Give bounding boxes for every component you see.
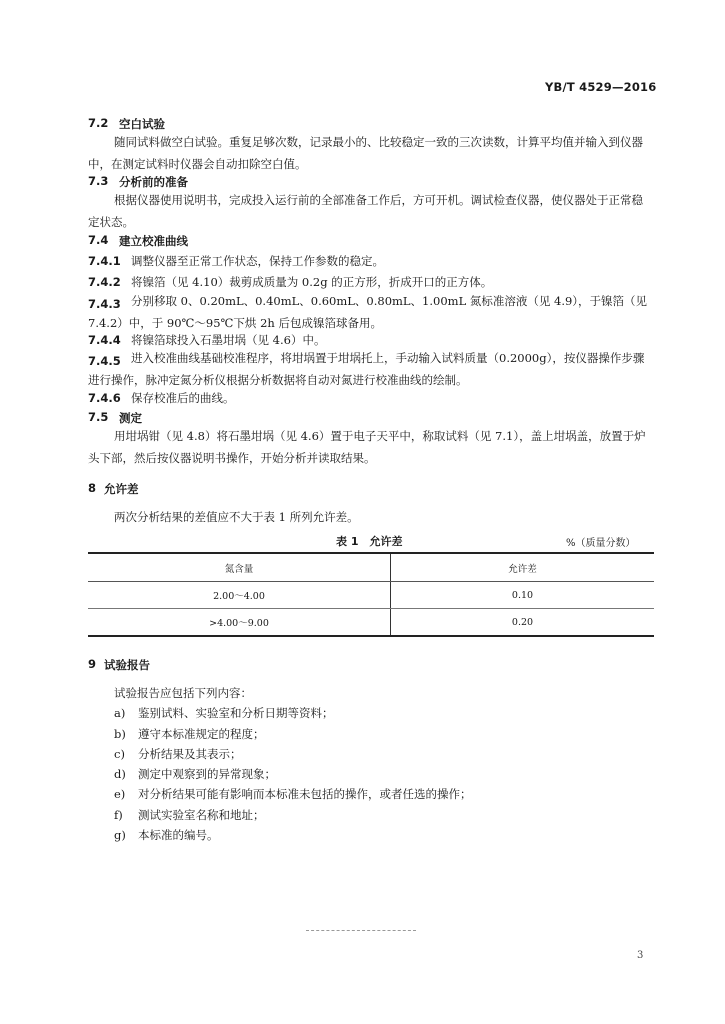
report-item-label: b) — [114, 727, 126, 741]
section-7-2-number: 7.2 — [88, 116, 109, 130]
report-item-text: 测定中观察到的异常现象； — [138, 767, 276, 781]
table-cell-nitrogen: 2.00～4.00 — [88, 582, 391, 609]
table-header-row — [88, 553, 654, 582]
section-7-4-6-text: 保存校准后的曲线。 — [131, 391, 235, 405]
report-item-label: f) — [114, 808, 123, 822]
footer-divider — [306, 930, 416, 931]
report-item-text: 测试实验室名称和地址； — [138, 808, 265, 822]
table-row — [88, 609, 654, 637]
section-7-4-number: 7.4 — [88, 233, 109, 247]
section-8-number: 8 — [88, 481, 97, 495]
standard-code: YB/T 4529—2016 — [545, 80, 657, 94]
table-caption: 表 1 允许差 — [336, 535, 403, 548]
section-7-4-5-number: 7.4.5 — [88, 354, 121, 368]
section-7-5-number: 7.5 — [88, 410, 109, 424]
report-item-label: d) — [114, 767, 126, 781]
table-cell-nitrogen: >4.00～9.00 — [88, 609, 391, 637]
section-9-title: 试验报告 — [104, 658, 150, 672]
tolerance-table — [88, 552, 654, 637]
report-item-text: 遵守本标准规定的程度； — [138, 727, 265, 741]
section-7-4-5-text: 进入校准曲线基础校准程序，将坩埚置于坩埚托上，手动输入试料质量（0.2000g），按仪器操作步骤进行操作，脉冲定氮分析仪根据分析数据将自动对氮进行校准曲线的绘制。 — [88, 351, 645, 387]
report-item-text: 本标准的编号。 — [138, 828, 219, 842]
section-7-4-1-number: 7.4.1 — [88, 254, 121, 268]
table-header-nitrogen: 氮含量 — [88, 553, 391, 582]
section-7-4-title: 建立校准曲线 — [119, 234, 188, 248]
report-item-label: a) — [114, 706, 126, 720]
report-item-text: 分析结果及其表示； — [138, 747, 242, 761]
table-header-tolerance: 允许差 — [391, 553, 655, 582]
section-7-4-6-number: 7.4.6 — [88, 391, 121, 405]
section-8-title: 允许差 — [104, 482, 139, 496]
section-7-3-text: 根据仪器使用说明书，完成投入运行前的全部准备工作后，方可开机。调试检查仪器，使仪器处于正常稳定状态。 — [88, 193, 643, 229]
section-9-intro: 试验报告应包括下列内容： — [114, 686, 252, 700]
section-7-4-2-text: 将镍箔（见 4.10）裁剪成质量为 0.2g 的正方形，折成开口的正方体。 — [131, 275, 493, 289]
table-unit: %（质量分数） — [566, 538, 636, 549]
section-7-2-text: 随同试料做空白试验。重复足够次数，记录最小的、比较稳定一致的三次读数，计算平均值并输入到仪器中，在测定试料时仪器会自动扣除空白值。 — [88, 135, 643, 171]
section-8-text: 两次分析结果的差值应不大于表 1 所列允许差。 — [114, 510, 359, 524]
section-7-3-number: 7.3 — [88, 174, 109, 188]
table-row — [88, 582, 654, 609]
page-number: 3 — [637, 950, 644, 961]
report-item-text: 鉴别试料、实验室和分析日期等资料； — [138, 706, 334, 720]
section-7-4-1-text: 调整仪器至正常工作状态，保持工作参数的稳定。 — [131, 254, 384, 268]
report-item-label: c) — [114, 747, 125, 761]
report-item-label: g) — [114, 828, 126, 842]
section-9-number: 9 — [88, 657, 97, 671]
section-7-4-2-number: 7.4.2 — [88, 275, 121, 289]
section-7-5-title: 测定 — [119, 411, 142, 425]
table-cell-tolerance: 0.10 — [391, 582, 655, 609]
section-7-4-4-text: 将镍箔球投入石墨坩埚（见 4.6）中。 — [131, 333, 326, 347]
section-7-4-3-text: 分别移取 0、0.20mL、0.40mL、0.60mL、0.80mL、1.00mL 氮标准溶液（见 4.9），于镍箔（见 7.4.2）中，于 90℃～95℃下烘 2h 后包成镍箔球备用。 — [88, 294, 648, 330]
section-7-5-text: 用坩埚钳（见 4.8）将石墨坩埚（见 4.6）置于电子天平中，称取试料（见 7.1），盖上坩埚盖，放置于炉头下部，然后按仪器说明书操作，开始分析并读取结果。 — [88, 429, 646, 465]
table-cell-tolerance: 0.20 — [391, 609, 655, 637]
section-7-4-3-number: 7.4.3 — [88, 297, 121, 311]
report-item-label: e) — [114, 787, 126, 801]
section-7-2-title: 空白试验 — [119, 117, 165, 131]
section-7-3-title: 分析前的准备 — [119, 175, 188, 189]
section-7-4-4-number: 7.4.4 — [88, 333, 121, 347]
report-item-text: 对分析结果可能有影响而本标准未包括的操作，或者任选的操作； — [138, 787, 472, 801]
